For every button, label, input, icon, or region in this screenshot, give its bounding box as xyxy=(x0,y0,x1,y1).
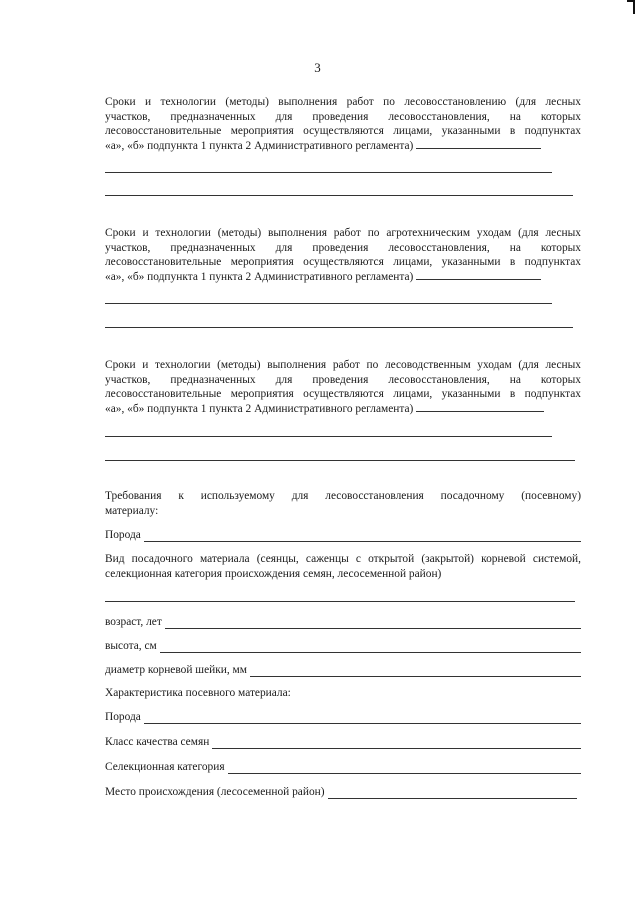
paragraph-line: Требования к используемому для лесовосстановления посадочному (посевному) xyxy=(105,490,581,502)
section-reforestation-paragraph xyxy=(105,95,581,153)
section-agrotechnical-paragraph xyxy=(105,226,581,284)
seed-breed-field xyxy=(105,710,581,724)
planting-breed-field xyxy=(105,528,581,542)
field-label: Класс качества семян xyxy=(105,736,210,748)
inline-fill-line[interactable] xyxy=(416,270,541,280)
paragraph-last-line: «а», «б» подпункта 1 пункта 2 Административного регламента) xyxy=(105,402,581,417)
planting-requirements-paragraph xyxy=(105,489,581,518)
field-fill-line[interactable] xyxy=(250,666,581,677)
field-label: Порода xyxy=(105,711,141,723)
fill-line[interactable] xyxy=(105,195,573,196)
fill-line[interactable] xyxy=(105,601,575,602)
paragraph-line: селекционная категория происхождения семян, лесосеменной район) xyxy=(105,567,442,580)
seed-quality-field xyxy=(105,735,581,749)
section-silvicultural-paragraph xyxy=(105,358,581,416)
field-fill-line[interactable] xyxy=(144,713,581,724)
paragraph-line: Вид посадочного материала (сеянцы, саженцы с открытой (закрытой) корневой системой, xyxy=(105,553,581,565)
seed-origin-field xyxy=(105,785,577,799)
paragraph-line: участков, предназначенных для проведения лесовосстановления, на которых xyxy=(105,241,581,254)
field-fill-line[interactable] xyxy=(165,618,581,629)
paragraph-line: участков, предназначенных для проведения лесовосстановления, на которых xyxy=(105,110,581,123)
fill-line[interactable] xyxy=(105,303,552,304)
field-label: Место происхождения (лесосеменной район) xyxy=(105,786,325,798)
paragraph-line: Сроки и технологии (методы) выполнения работ по лесоводственным уходам (для лесных xyxy=(105,359,581,371)
field-label: Порода xyxy=(105,529,141,541)
field-fill-line[interactable] xyxy=(228,763,581,774)
fill-line[interactable] xyxy=(105,460,575,461)
paragraph-last-line: «а», «б» подпункта 1 пункта 2 Административного регламента) xyxy=(105,139,581,154)
seed-heading: Характеристика посевного материала: xyxy=(105,687,291,699)
paragraph-line: лесовосстановительные мероприятия осуществляются лицами, указанными в подпунктах xyxy=(105,256,581,269)
planting-kind-paragraph xyxy=(105,552,581,581)
page-number: 3 xyxy=(314,60,321,75)
field-fill-line[interactable] xyxy=(328,788,577,799)
planting-diameter-field xyxy=(105,663,581,677)
planting-age-field xyxy=(105,615,581,629)
fill-line[interactable] xyxy=(105,327,573,328)
fill-line[interactable] xyxy=(105,172,552,173)
paragraph-line: Сроки и технологии (методы) выполнения работ по агротехническим уходам (для лесных xyxy=(105,227,581,239)
field-label: диаметр корневой шейки, мм xyxy=(105,664,247,676)
paragraph-last-line: «а», «б» подпункта 1 пункта 2 Административного регламента) xyxy=(105,270,581,285)
seed-selection-field xyxy=(105,760,581,774)
field-fill-line[interactable] xyxy=(144,531,581,542)
inline-fill-line[interactable] xyxy=(416,402,544,412)
field-label: Селекционная категория xyxy=(105,761,225,773)
field-label: высота, см xyxy=(105,640,157,652)
paragraph-line: лесовосстановительные мероприятия осуществляются лицами, указанными в подпунктах xyxy=(105,388,581,401)
field-fill-line[interactable] xyxy=(212,738,581,749)
inline-fill-line[interactable] xyxy=(416,139,541,149)
fill-line[interactable] xyxy=(105,436,552,437)
paragraph-line: участков, предназначенных для проведения лесовосстановления, на которых xyxy=(105,373,581,386)
paragraph-line: материалу: xyxy=(105,504,159,517)
paragraph-line: Сроки и технологии (методы) выполнения работ по лесовосстановлению (для лесных xyxy=(105,96,581,108)
planting-height-field xyxy=(105,639,581,653)
corner-mark xyxy=(627,0,635,14)
field-fill-line[interactable] xyxy=(160,642,581,653)
paragraph-line: лесовосстановительные мероприятия осуществляются лицами, указанными в подпунктах xyxy=(105,125,581,138)
field-label: возраст, лет xyxy=(105,616,162,628)
